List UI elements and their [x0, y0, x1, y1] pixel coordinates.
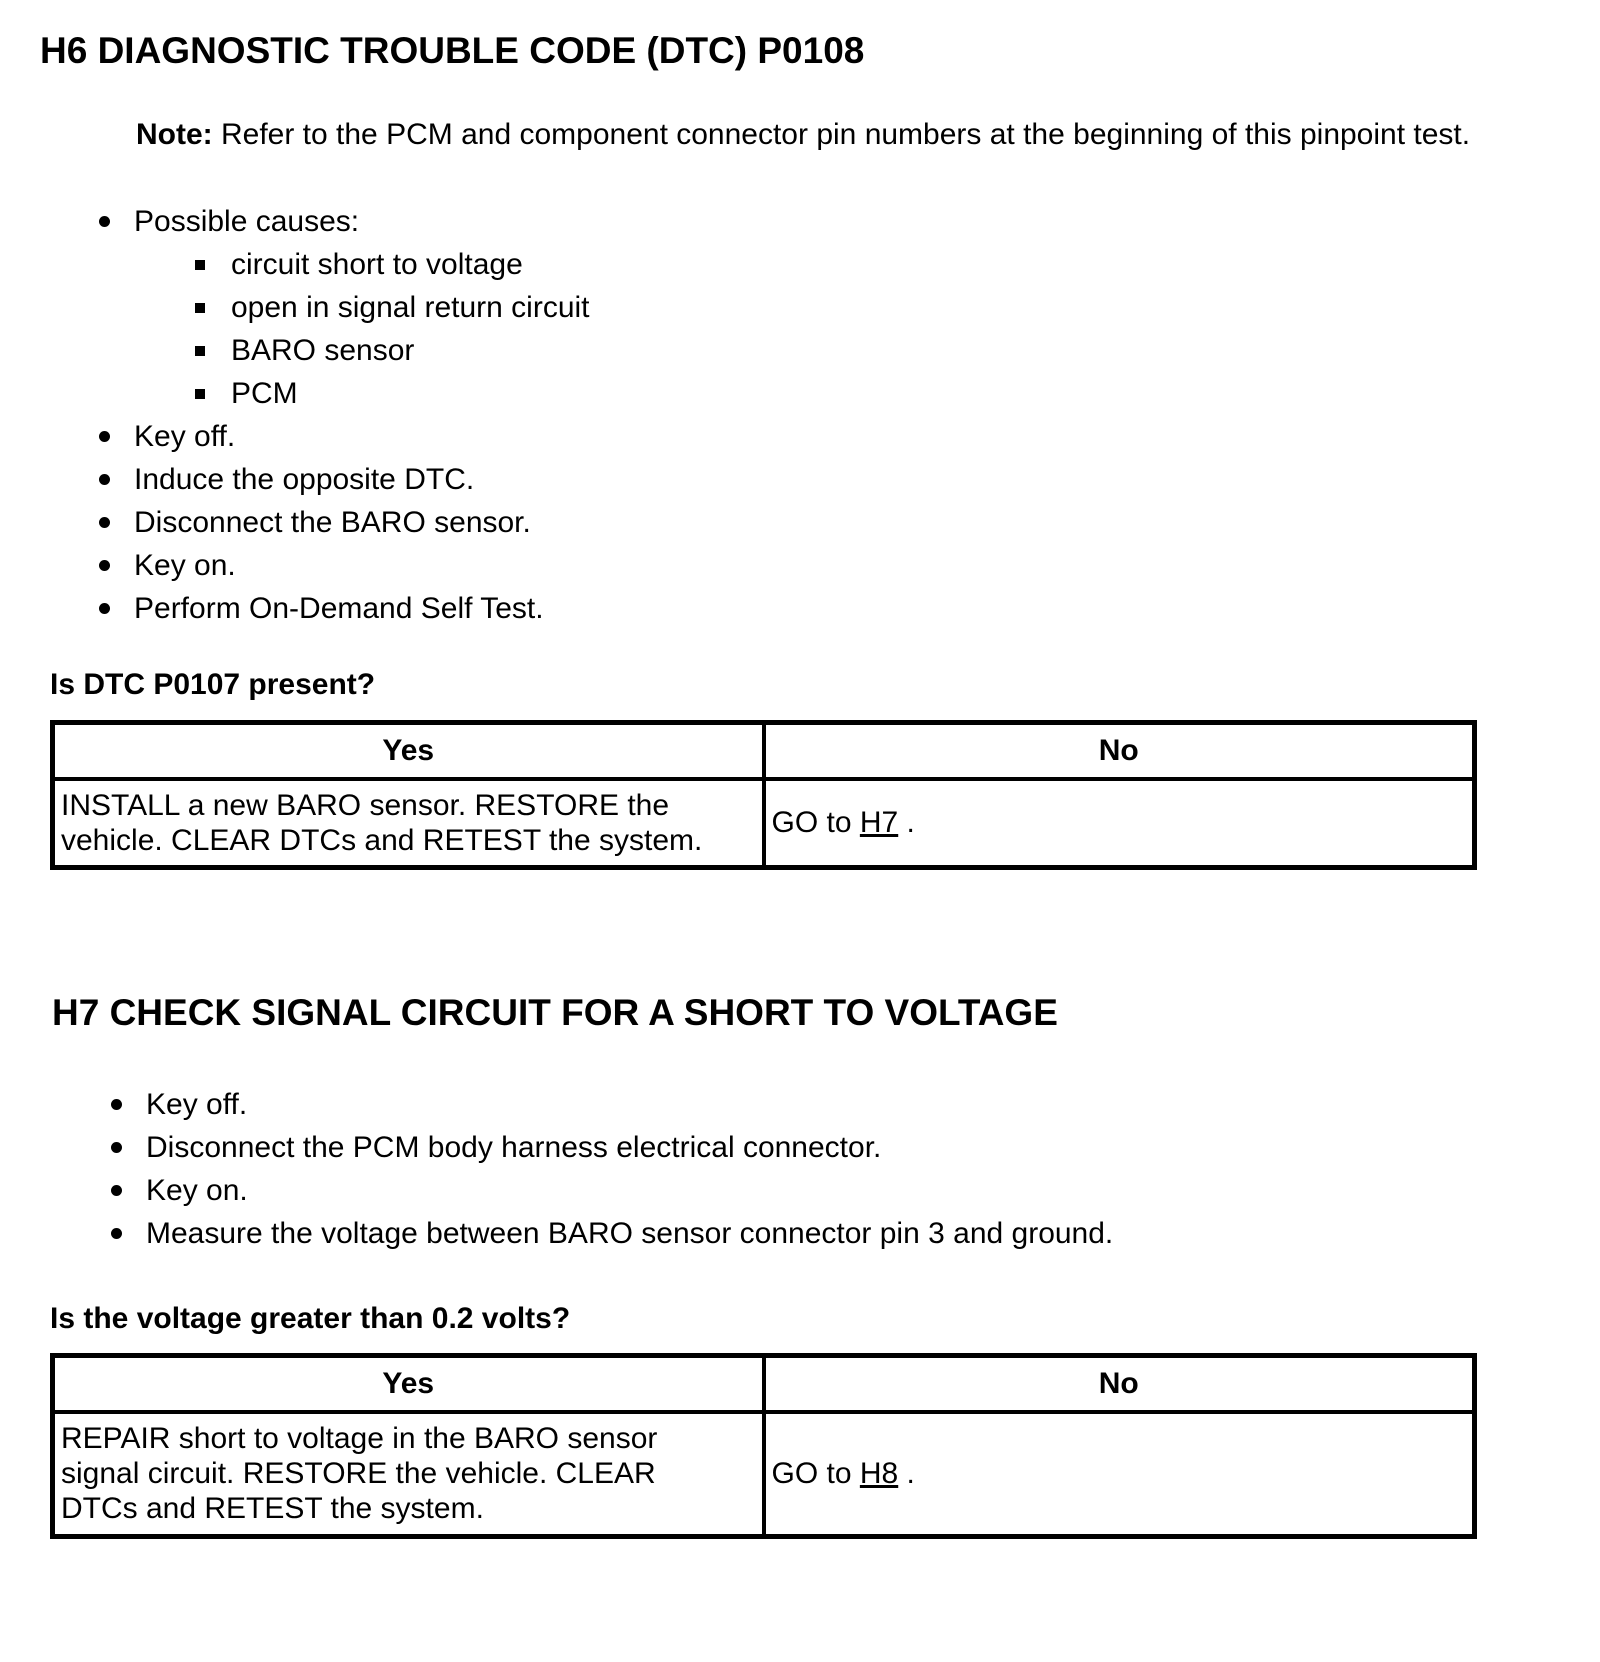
bullet-icon — [111, 1185, 122, 1196]
possible-causes-label: Possible causes: — [134, 205, 360, 238]
square-bullet-icon — [195, 389, 205, 399]
no-header: No — [764, 723, 1475, 780]
bullet-icon — [111, 1228, 122, 1239]
note-text: Refer to the PCM and component connector pin numbers at the beginning of this pinpoint test. — [212, 118, 1471, 151]
cause-text: open in signal return circuit — [231, 291, 590, 324]
cause-text: circuit short to voltage — [231, 248, 523, 281]
no-header: No — [764, 1356, 1475, 1413]
square-bullet-icon — [195, 346, 205, 356]
bullet-icon — [99, 560, 110, 571]
square-bullet-icon — [195, 260, 205, 270]
bullet-icon — [99, 431, 110, 442]
no-suffix: . — [898, 1457, 915, 1491]
table-header-row — [53, 1356, 1475, 1413]
no-cell — [764, 779, 1475, 867]
bullet-icon — [99, 603, 110, 614]
h6-answer-table — [50, 720, 1477, 870]
step-text: Key on. — [134, 549, 236, 582]
table-header-row — [53, 723, 1475, 780]
h8-link[interactable]: H8 — [859, 1457, 899, 1491]
h6-question: Is DTC P0107 present? — [50, 668, 376, 701]
step-text: Disconnect the BARO sensor. — [134, 506, 531, 539]
yes-cell — [53, 1412, 764, 1536]
step-text: Disconnect the PCM body harness electrical connector. — [146, 1131, 882, 1164]
step-text: Measure the voltage between BARO sensor connector pin 3 and ground. — [146, 1217, 1114, 1250]
yes-text-line: DTCs and RETEST the system. — [61, 1492, 484, 1526]
h7-answer-table — [50, 1353, 1477, 1539]
note-label: Note: — [136, 118, 213, 151]
step-text: Key on. — [146, 1174, 248, 1207]
h7-question: Is the voltage greater than 0.2 volts? — [50, 1302, 571, 1335]
h6-note — [136, 118, 1470, 152]
bullet-icon — [111, 1142, 122, 1153]
yes-header: Yes — [53, 1356, 764, 1413]
h7-title: H7 CHECK SIGNAL CIRCUIT FOR A SHORT TO VOLTAGE — [52, 992, 1058, 1033]
bullet-icon — [111, 1099, 122, 1110]
h7-link[interactable]: H7 — [859, 806, 899, 840]
yes-text-line: INSTALL a new BARO sensor. RESTORE the — [61, 788, 670, 822]
yes-header: Yes — [53, 723, 764, 780]
cause-text: BARO sensor — [231, 334, 415, 367]
step-text: Induce the opposite DTC. — [134, 463, 475, 496]
table-row — [53, 1412, 1475, 1536]
no-prefix: GO to — [771, 806, 860, 840]
yes-text-line: signal circuit. RESTORE the vehicle. CLEAR — [61, 1457, 656, 1491]
yes-cell — [53, 779, 764, 867]
h6-title: H6 DIAGNOSTIC TROUBLE CODE (DTC) P0108 — [40, 30, 865, 71]
bullet-icon — [99, 517, 110, 528]
no-suffix: . — [898, 806, 915, 840]
bullet-icon — [99, 216, 110, 227]
no-cell — [764, 1412, 1475, 1536]
bullet-icon — [99, 474, 110, 485]
step-text: Key off. — [146, 1088, 248, 1121]
cause-text: PCM — [231, 377, 298, 410]
yes-text-line: REPAIR short to voltage in the BARO sensor — [61, 1422, 658, 1456]
table-row — [53, 779, 1475, 867]
step-text: Perform On-Demand Self Test. — [134, 592, 544, 625]
step-text: Key off. — [134, 420, 236, 453]
square-bullet-icon — [195, 303, 205, 313]
yes-text-line: vehicle. CLEAR DTCs and RETEST the system. — [61, 823, 703, 857]
no-prefix: GO to — [771, 1457, 860, 1491]
